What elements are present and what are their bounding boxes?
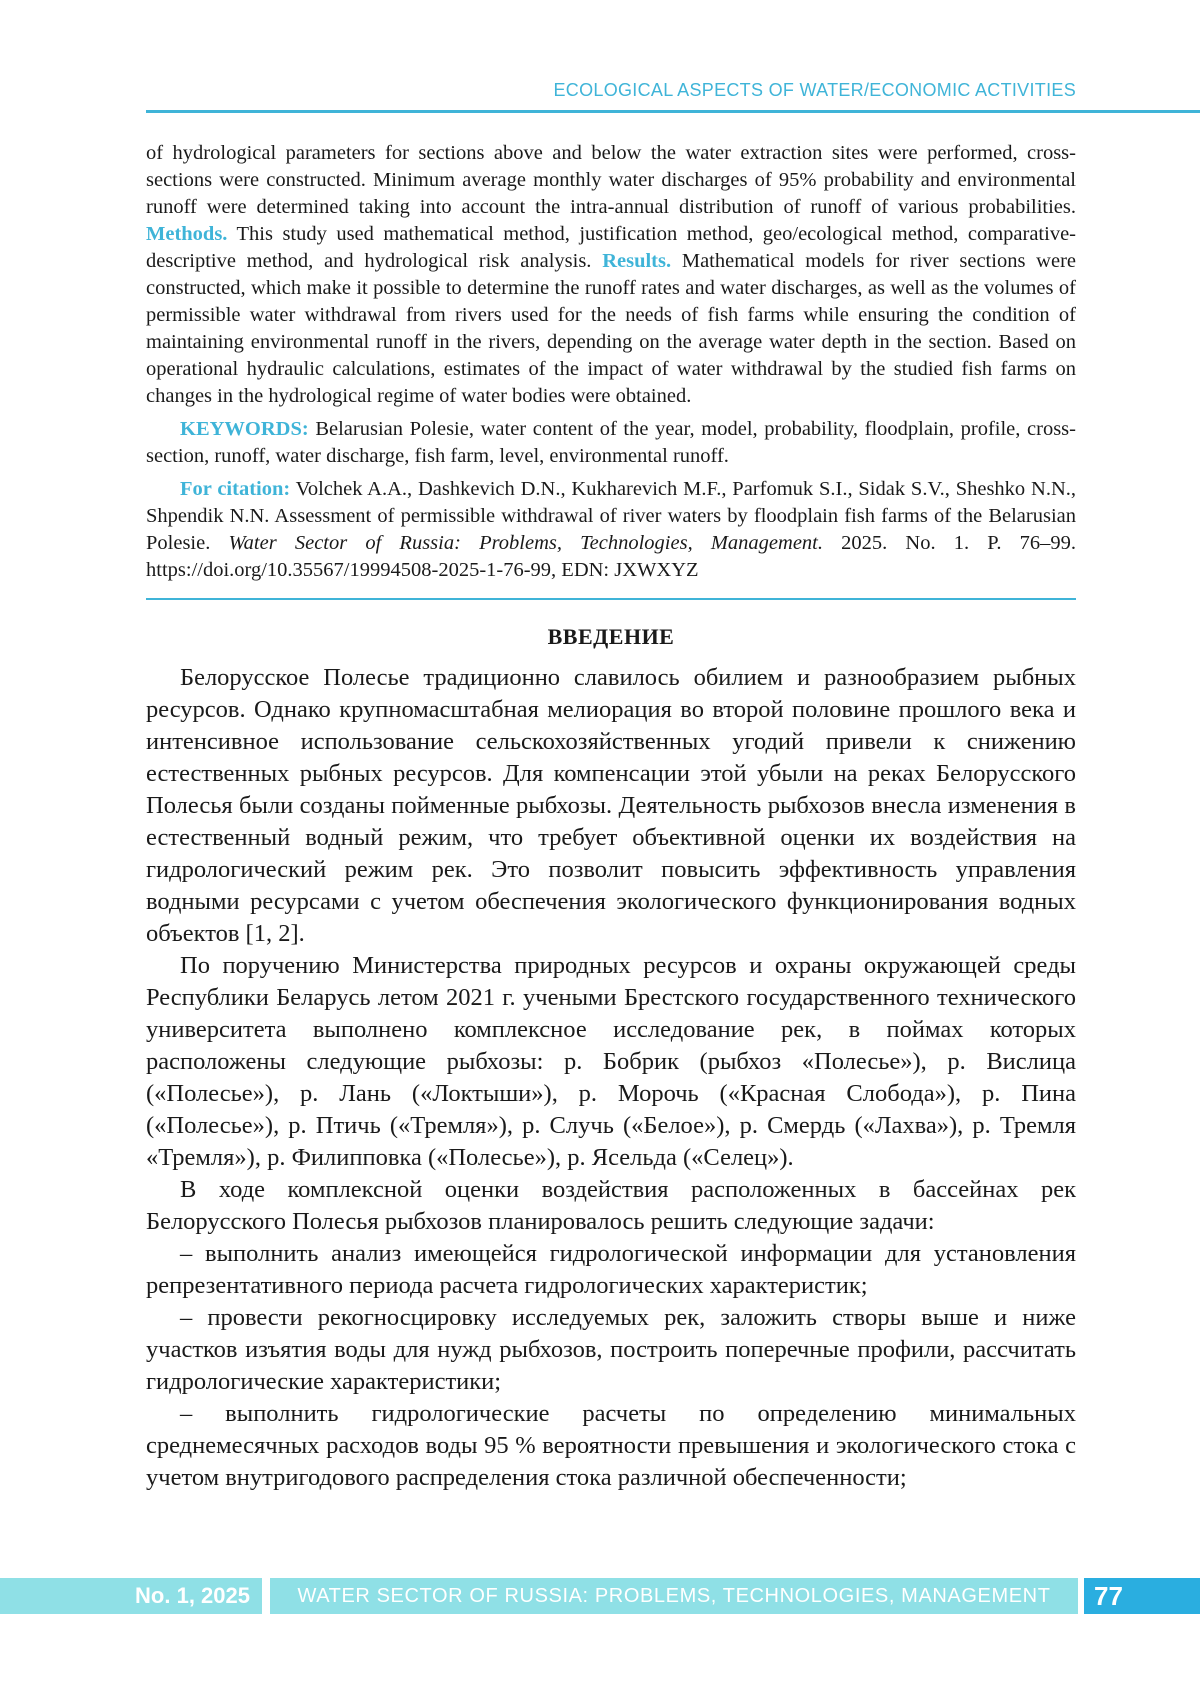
body-list-item: – выполнить анализ имеющейся гидрологической информации для установления репрезентативного периода расчета гидрологических характеристик; [146,1240,1076,1299]
abstract-paragraph [146,140,1076,410]
abstract-text: of hydrological parameters for sections above and below the water extraction sites were performed, cross-sections were constructed. Minimum average monthly water discharges of 95% probability and environmental runoff were determined taking into account the intra-annual distribution of runoff of various probabilities. [146,142,1076,218]
body-list-item: – выполнить гидрологические расчеты по определению минимальных среднемесячных расходов воды 95 % вероятности превышения и экологического стока с учетом внутригодового распределения стока различной обеспеченности; [146,1400,1076,1491]
citation-journal: Water Sector of Russia: Problems, Technologies, Management. [228,532,823,554]
citation-text: Volchek A.A., Dashkevich D.N., Kukharevich M.F., Parfomuk S.I., Sidak S.V., Sheshko N.N., Shpendik N.N. Assessment of permissible withdrawal of river waters by floodplain fish farms of the Belarusian Polesie. [146,478,1076,554]
keywords-label: KEYWORDS: [180,418,309,440]
citation [146,476,1076,584]
section-divider [146,598,1076,600]
body-paragraph: По поручению Министерства природных ресурсов и охраны окружающей среды Республики Беларусь летом 2021 г. учеными Брестского государственного технического университета выполнено комплексное исследование рек, в поймах которых расположены следующие рыбхозы: р. Бобрик (рыбхоз «Полесье»), р. Вислица («Полесье»), р. Лань («Локтыши»), р. Морочь («Красная Слобода»), р. Пина («Полесье»), р. Птичь («Тремля»), р. Случь («Белое»), р. Смердь («Лахва»), р. Тремля «Тремля»), р. Филипповка («Полесье»), р. Ясельда («Селец»). [146,952,1076,1171]
page-footer [0,1578,1200,1614]
section-title: ВВЕДЕНИЕ [547,624,675,649]
methods-label: Methods. [146,223,228,245]
abstract [146,140,1076,584]
body-paragraph: Белорусское Полесье традиционно славилось обилием и разнообразием рыбных ресурсов. Однако крупномасштабная мелиорация во второй половине прошлого века и интенсивное использование сельскохозяйственных угодий привели к снижению естественных рыбных ресурсов. Для компенсации этой убыли на реках Белорусского Полесья были созданы пойменные рыбхозы. Деятельность рыбхозов внесла изменения в естественный водный режим, что требует объективной оценки их воздействия на гидрологический режим рек. Это позволит повысить эффективность управления водными ресурсами с учетом обеспечения экологического функционирования водных объектов [1, 2]. [146,664,1076,947]
page-content [146,140,1076,1494]
footer-issue: No. 1, 2025 [0,1578,262,1614]
footer-journal-title: WATER SECTOR OF RUSSIA: PROBLEMS, TECHNOLOGIES, MANAGEMENT [270,1578,1078,1614]
page-header [146,80,1200,113]
page-number: 77 [1084,1578,1200,1614]
keywords-text: Belarusian Polesie, water content of the year, model, probability, floodplain, profile, cross-section, runoff, water discharge, fish farm, level, environmental runoff. [146,418,1076,467]
section-body [146,662,1076,1494]
results-label: Results. [602,250,672,272]
keywords [146,416,1076,470]
citation-label: For citation: [180,478,291,500]
citation-tail: 2025. No. 1. P. 76–99. https://doi.org/10.35567/19994508-2025-1-76-99, EDN: JXWXYZ [146,532,1077,581]
body-list-item: – провести рекогносцировку исследуемых рек, заложить створы выше и ниже участков изъятия воды для нужд рыбхозов, построить поперечные профили, рассчитать гидрологические характеристики; [146,1304,1076,1395]
methods-text: This study used mathematical method, justification method, geo/ecological method, comparative-descriptive method, and hydrological risk analysis. [146,223,1076,272]
body-paragraph: В ходе комплексной оценки воздействия расположенных в бассейнах рек Белорусского Полесья рыбхозов планировалось решить следующие задачи: [146,1176,1076,1235]
running-header-title: ECOLOGICAL ASPECTS OF WATER/ECONOMIC ACTIVITIES [553,80,1076,100]
results-text: Mathematical models for river sections were constructed, which make it possible to determine the runoff rates and water discharges, as well as the volumes of permissible water withdrawal from rivers used for the needs of fish farms while ensuring the condition of maintaining environmental runoff in the rivers, depending on the average water depth in the section. Based on operational hydraulic calculations, estimates of the impact of water withdrawal by the studied fish farms on changes in the hydrological regime of water bodies were obtained. [146,250,1076,407]
